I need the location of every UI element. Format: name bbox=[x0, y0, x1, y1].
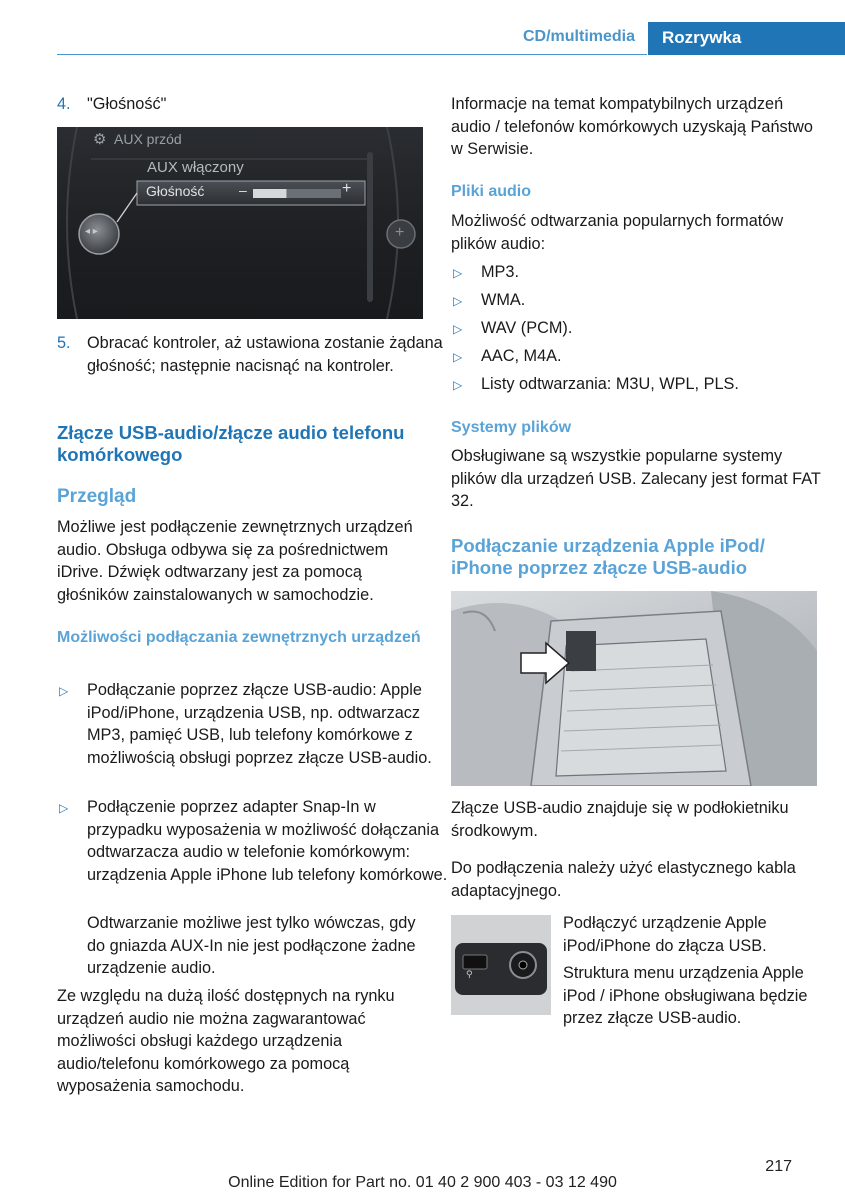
idrive-screen-graphic bbox=[57, 127, 423, 319]
list-item-text: Listy odtwarzania: M3U, WPL, PLS. bbox=[481, 375, 739, 393]
step-5 bbox=[57, 332, 453, 377]
svg-text:⚲: ⚲ bbox=[466, 970, 473, 980]
plus-icon: + bbox=[395, 224, 405, 241]
heading-audio-files: Pliki audio bbox=[451, 183, 532, 200]
step-number: 4. bbox=[57, 95, 71, 113]
cable-text: Do podłączenia należy użyć elastycznego kabla adaptacyjnego. bbox=[451, 859, 796, 900]
step-text: "Głośność" bbox=[87, 95, 167, 113]
step-number: 5. bbox=[57, 334, 71, 352]
idrive-screen-image bbox=[57, 127, 423, 319]
bullet-triangle-icon: ▷ bbox=[453, 350, 463, 364]
screen-line-volume: Głośność bbox=[146, 183, 205, 199]
step-4 bbox=[57, 93, 453, 116]
list-item-text: WAV (PCM). bbox=[481, 319, 573, 337]
heading-file-systems: Systemy plików bbox=[451, 419, 572, 436]
heading-usb-audio: Złącze USB-audio/złącze audio telefonu komórkowego bbox=[57, 422, 405, 465]
bullet-triangle-icon: ▷ bbox=[453, 266, 463, 280]
closing-text: Ze względu na dużą ilość dostępnych na rynku urządzeń audio nie można zagwarantować możliwości obsługi każdego urządzenia audio/telefonu komórkowego za pomocą wyposażenia samochodu. bbox=[57, 987, 395, 1096]
overview-text: Możliwe jest podłączenie zewnętrznych urządzeń audio. Obsługa odbywa się za pośrednictwem iDrive. Dźwięk odtwarzany jest za pomocą głośników zainstalowanych w samochodzie. bbox=[57, 518, 413, 604]
volume-level bbox=[253, 189, 286, 198]
list-item-text: WMA. bbox=[481, 291, 526, 309]
volume-plus: + bbox=[342, 180, 352, 197]
armrest-photo-graphic bbox=[451, 591, 817, 786]
step-text: Obracać kontroler, aż ustawiona zostanie żądana głośność; następnie nacisnąć na kontroler. bbox=[87, 334, 443, 375]
list-item bbox=[451, 261, 845, 284]
bullet-note: Odtwarzanie możliwe jest tylko wówczas, gdy do gniazda AUX-In nie jest podłączone żadne urządzenie audio. bbox=[87, 914, 416, 978]
screen-title: AUX przód bbox=[114, 131, 182, 147]
bullet-triangle-icon: ▷ bbox=[453, 322, 463, 336]
socket-graphic bbox=[451, 915, 551, 1015]
usb-aux-socket-photo bbox=[451, 915, 551, 1015]
header-rule bbox=[57, 54, 647, 55]
bullet-triangle-icon: ▷ bbox=[59, 801, 69, 815]
photo-caption: Złącze USB-audio znajduje się w podłokietniku środkowym. bbox=[451, 799, 789, 840]
connect-text: Podłączyć urządzenie Apple iPod/iPhone do złącza USB. bbox=[563, 914, 767, 955]
bullet-triangle-icon: ▷ bbox=[453, 294, 463, 308]
settings-icon: ⚙ bbox=[93, 131, 107, 148]
bullet-triangle-icon: ▷ bbox=[453, 378, 463, 392]
list-item-text: AAC, M4A. bbox=[481, 347, 562, 365]
file-systems-text: Obsługiwane są wszystkie popularne systemy plików dla urządzeń USB. Zalecany jest format FAT 32. bbox=[451, 447, 821, 511]
header-section: CD/multimedia bbox=[522, 28, 635, 45]
footer-edition: Online Edition for Part no. 01 40 2 900 403 - 03 12 490 bbox=[228, 1174, 617, 1191]
volume-minus: – bbox=[239, 182, 247, 198]
knob-arrows-icon: ◂ ▸ bbox=[85, 226, 98, 237]
heading-connection-options: Możliwości podłączania zewnętrznych urządzeń bbox=[57, 629, 421, 646]
audio-files-text: Możliwość odtwarzania popularnych formatów plików audio: bbox=[451, 212, 784, 253]
list-item bbox=[451, 373, 845, 396]
list-item bbox=[57, 796, 453, 886]
screen-line-aux: AUX włączony bbox=[147, 159, 244, 176]
armrest-usb-photo bbox=[451, 591, 817, 786]
list-item bbox=[451, 345, 845, 368]
page-number: 217 bbox=[765, 1158, 792, 1175]
list-item-text: Podłączenie poprzez adapter Snap-In w przypadku wyposażenia w możliwość dołączania odtwarzacza audio w telefonie komórkowym: urządzenia Apple iPhone lub telefony komórkowe. bbox=[87, 798, 448, 884]
list-item-text: Podłączanie poprzez złącze USB-audio: Apple iPod/iPhone, urządzenia USB, np. odtwarzacz MP3, pamięć USB, lub telefony komórkowe z możliwością obsługi poprzez złącze USB-audio. bbox=[87, 681, 432, 767]
heading-overview: Przegląd bbox=[57, 486, 137, 507]
list-item-text: MP3. bbox=[481, 263, 520, 281]
list-item bbox=[57, 679, 453, 769]
heading-ipod-connection: Podłączanie urządzenia Apple iPod/ iPhone poprzez złącze USB-audio bbox=[451, 535, 765, 578]
bullet-triangle-icon: ▷ bbox=[59, 684, 69, 698]
list-item bbox=[451, 289, 845, 312]
list-item bbox=[451, 317, 845, 340]
menu-structure-text: Struktura menu urządzenia Apple iPod / iPhone obsługiwana będzie przez złącze USB-audio. bbox=[563, 964, 808, 1028]
header-tab: Rozrywka bbox=[648, 22, 845, 55]
intro-text: Informacje na temat kompatybilnych urządzeń audio / telefonów komórkowych uzyskają Państwo w Serwisie. bbox=[451, 95, 813, 159]
